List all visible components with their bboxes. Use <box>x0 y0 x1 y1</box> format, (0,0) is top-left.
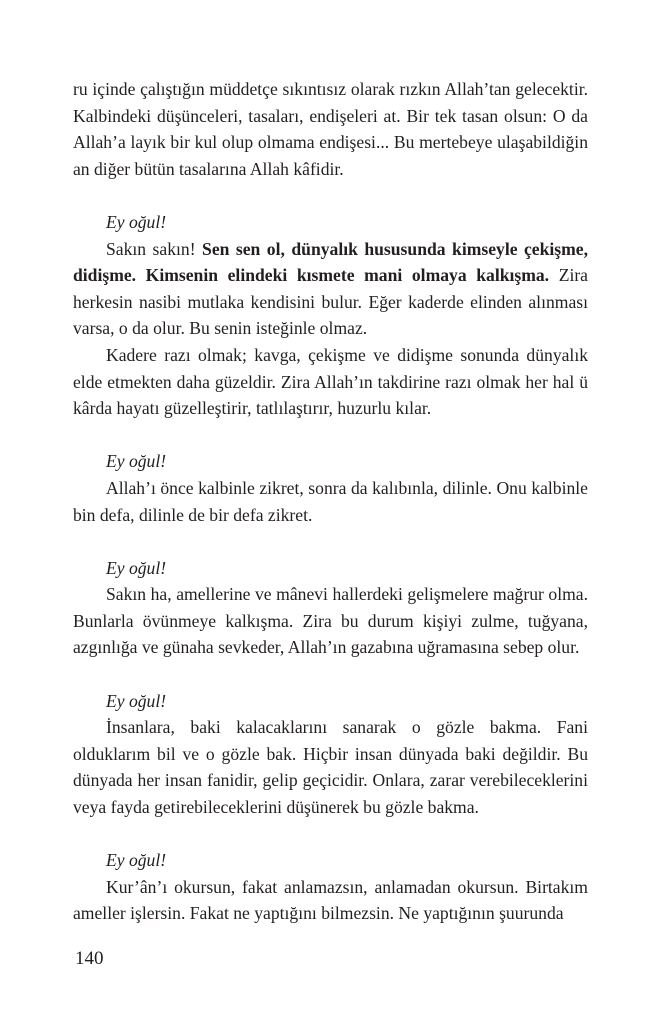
section-5 <box>73 847 588 927</box>
section-4 <box>73 688 588 821</box>
section-heading: Ey oğul! <box>106 850 167 871</box>
paragraph-lead: Sakın sakın! <box>106 238 203 259</box>
section-heading: Ey oğul! <box>106 211 167 232</box>
paragraph-rest: Zira herkesin nasibi mutlaka kendisini bulur. Eğer kaderde elinden alınması varsa, o da olur. Bu senin isteğinle olmaz. <box>73 265 588 339</box>
paragraph: Sakın ha, amellerine ve mânevi hallerdeki gelişmelere mağrur olma. Bunlarla övünmeye kalkışma. Zira bu durum kişiyi zulme, tuğyana, azgınlığa ve günaha sevkeder, Allah’ın gazabına uğramasına sebep olur. <box>73 584 588 658</box>
paragraph: İnsanlara, baki kalacaklarını sanarak o gözle bakma. Fani olduklarım bil ve o gözle bak. Hiçbir insan dünyada baki değildir. Bu dünyada her insan fanidir, gelip geçicidir. Onlara, zarar verebileceklerini veya fayda getirebileceklerini düşünerek bu gözle bakma. <box>73 717 588 818</box>
paragraph: Allah’ı önce kalbinle zikret, sonra da kalıbınla, dilinle. Onu kalbinle bin defa, dilinle de bir defa zikret. <box>73 477 588 525</box>
section-2 <box>73 448 588 528</box>
page-number: 140 <box>75 948 104 969</box>
section-heading: Ey oğul! <box>106 690 167 711</box>
section-1 <box>73 209 588 422</box>
paragraph: Kur’ân’ı okursun, fakat anlamazsın, anlamadan okursun. Birtakım ameller işlersin. Fakat ne yaptığını bilmezsin. Ne yaptığının şuurunda <box>73 876 588 924</box>
paragraph: Kadere razı olmak; kavga, çekişme ve didişme sonunda dünyalık elde etmekten daha güzeldir. Zira Allah’ın takdirine razı olmak her hal ü kârda hayatı güzelleştirir, tatlılaştırır, huzurlu kılar. <box>73 344 588 419</box>
section-heading: Ey oğul! <box>106 557 167 578</box>
opening-paragraph: ru içinde çalıştığın müddetçe sıkıntısız olarak rızkın Allah’tan gelecektir. Kalbindeki düşünceleri, tasaları, endişeleri at. Bir tek tasan olsun: O da Allah’a layık bir kul olup olmama endişesi... Bu mertebeye ulaşabildiğin an diğer bütün tasalarına Allah kâfidir. <box>73 79 588 179</box>
page-body <box>73 76 588 927</box>
paragraph <box>73 236 588 342</box>
paragraph-bold-text: Sen sen ol, dünyalık hususunda kimseyle çekişme, didişme. Kimsenin elindeki kısmete mani olmaya kalkışma. <box>73 238 588 286</box>
section-3 <box>73 555 588 661</box>
section-heading: Ey oğul! <box>106 451 167 472</box>
